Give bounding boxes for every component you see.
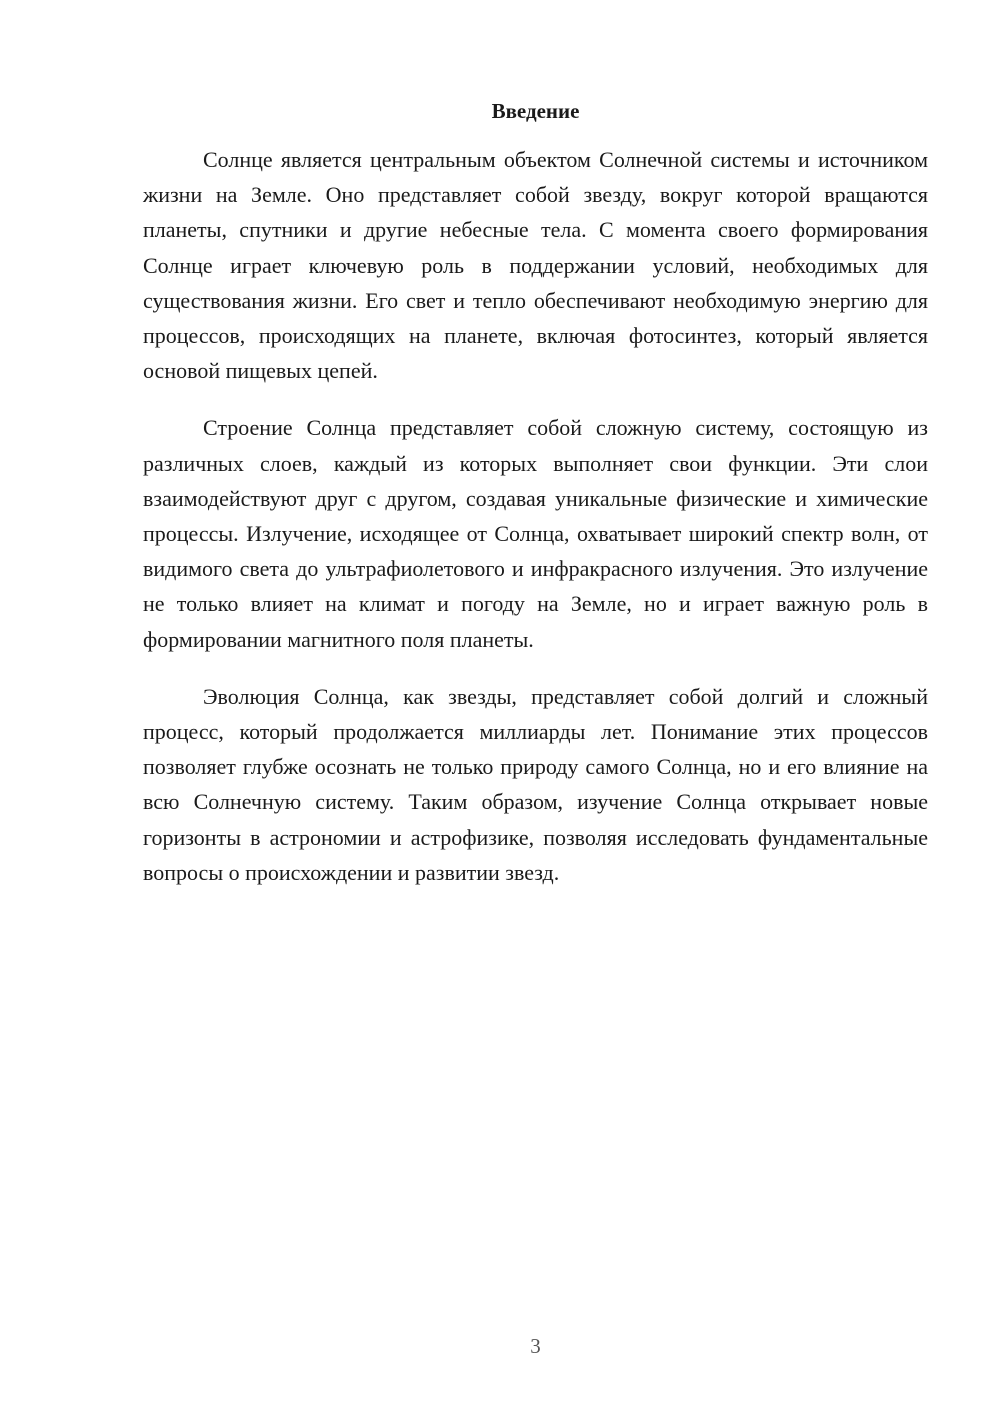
paragraph-2: Строение Солнца представляет собой сложную систему, состоящую из различных слоев, каждый из которых выполняет свои функции. Эти слои взаимодействуют друг с другом, создавая уникальные физические и химические процессы. Излучение, исходящее от Солнца, охватывает широкий спектр волн, от видимого света до ультрафиолетового и инфракрасного излучения. Это излучение не только влияет на климат и погоду на Земле, но и играет важную роль в формировании магнитного поля планеты. <box>143 415 928 652</box>
page-number: 3 <box>530 1334 541 1358</box>
body-text <box>143 142 928 912</box>
page-title: Введение <box>491 99 580 123</box>
paragraph-3: Эволюция Солнца, как звезды, представляет собой долгий и сложный процесс, который продолжается миллиарды лет. Понимание этих процессов позволяет глубже осознать не только природу самого Солнца, но и его влияние на всю Солнечную систему. Таким образом, изучение Солнца открывает новые горизонты в астрономии и астрофизике, позволяя исследовать фундаментальные вопросы о происхождении и развитии звезд. <box>143 683 928 885</box>
paragraph-1: Солнце является центральным объектом Солнечной системы и источником жизни на Земле. Оно представляет собой звезду, вокруг которой вращаются планеты, спутники и другие небесные тела. С момента своего формирования Солнце играет ключевую роль в поддержании условий, необходимых для существования жизни. Его свет и тепло обеспечивают необходимую энергию для процессов, происходящих на планете, включая фотосинтез, который является основой пищевых цепей. <box>143 147 928 384</box>
